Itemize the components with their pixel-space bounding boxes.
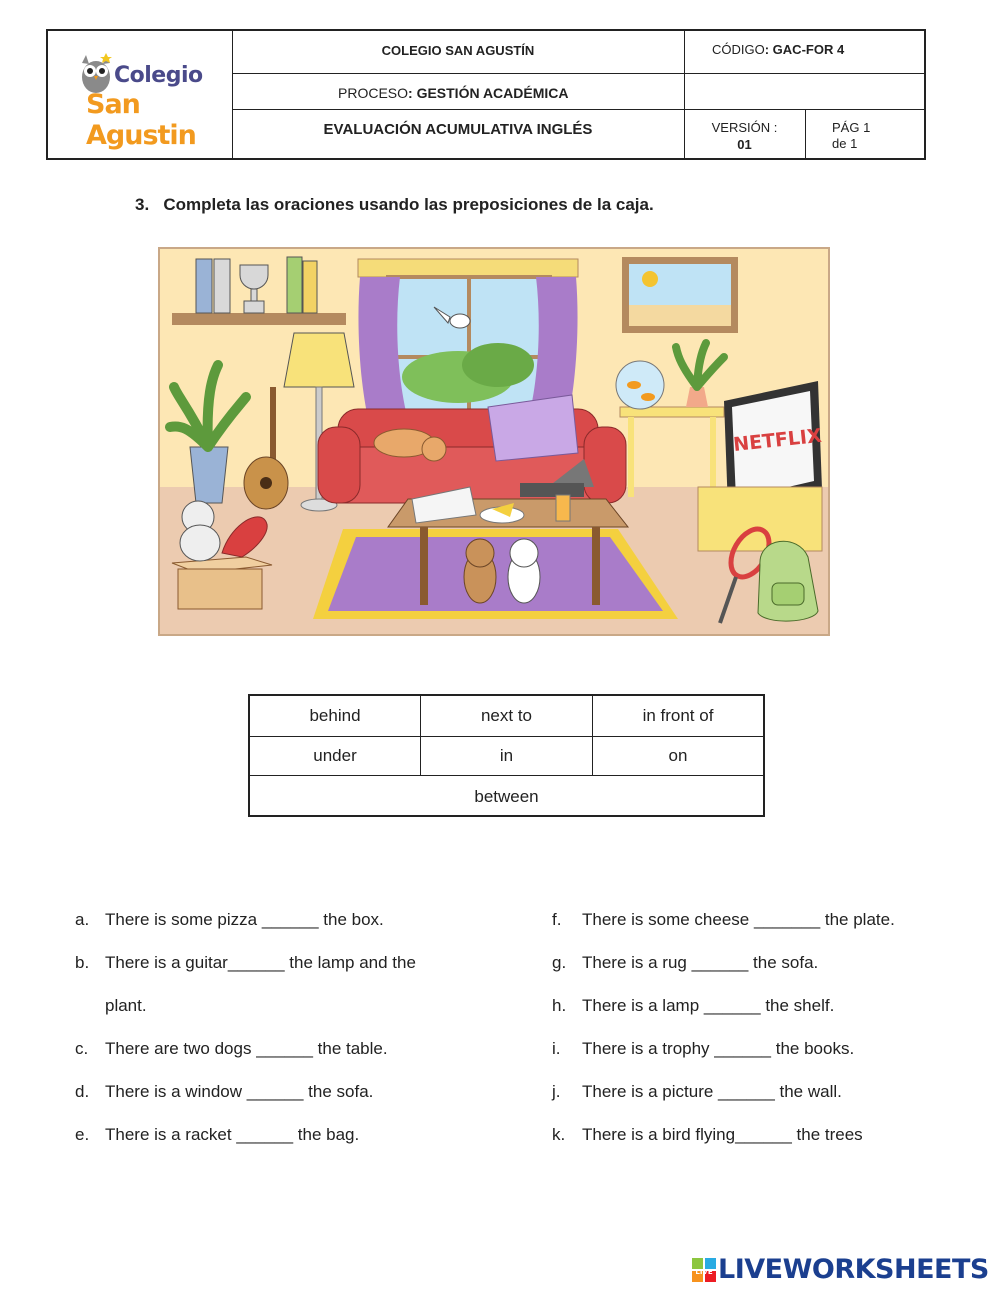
code-value: : GAC-FOR 4 [764,42,845,57]
word-in: in [499,746,514,765]
word-on: on [668,746,688,765]
version-label: VERSIÓN : [711,120,778,135]
sentence-letter: d. [75,1082,90,1101]
badge-text: LIVE [695,1268,713,1276]
divider [250,775,763,776]
page-line1: PÁG 1 [832,120,871,135]
sentence-text: There is a racket ______ the bag. [105,1125,360,1144]
school-name: COLEGIO SAN AGUSTÍN [381,43,535,58]
word-under: under [313,746,357,765]
divider [805,109,806,158]
version-value: 01 [737,137,752,152]
sentence-text: There are two dogs ______ the table. [105,1039,388,1058]
shelf [172,313,346,325]
divider [232,73,924,74]
curtain-rod [358,259,578,277]
liveworksheets-brand: LIVEWORKSHEETS [718,1254,989,1285]
sentence-text: There is a picture ______ the wall. [582,1082,842,1101]
sentence-letter: e. [75,1125,90,1144]
liveworksheets-icon [692,1258,716,1282]
word-between: between [474,787,539,806]
sun [642,271,658,287]
sentence-text: There is a trophy ______ the books. [582,1039,855,1058]
evaluation-title: EVALUACIÓN ACUMULATIVA INGLÉS [323,121,593,138]
page-line2: de 1 [832,136,858,151]
living-room-illustration [158,247,830,636]
header-table [46,29,926,160]
sentence-letter: g. [552,953,567,972]
sentence-text: plant. [105,996,147,1015]
tv-brand: NETFLIX [732,424,823,456]
sentence-letter: b. [75,953,90,972]
sentence-letter: c. [75,1039,89,1058]
book [303,261,317,313]
sentence-letter: i. [552,1039,561,1058]
sentence-text: There is some pizza ______ the box. [105,910,384,929]
logo-text-san-agustin: San Agustin [86,89,196,151]
word-in-front-of: in front of [642,706,714,725]
sentence-text: There is some cheese _______ the plate. [582,910,895,929]
school-logo [66,43,226,151]
process-field [338,85,678,101]
process-label: PROCESO [338,85,409,101]
sentence-text: There is a rug ______ the sofa. [582,953,819,972]
sentence-letter: f. [552,910,562,929]
preposition-box [248,694,765,817]
code-field [712,42,922,57]
book [196,259,212,313]
divider [232,109,924,110]
sentence-letter: a. [75,910,90,929]
sentence-text: There is a lamp ______ the shelf. [582,996,835,1015]
sentence-text: There is a guitar______ the lamp and the [105,953,416,972]
cushion [488,395,578,461]
juice-glass [556,495,570,521]
word-behind: behind [309,706,361,725]
word-next-to: next to [480,706,533,725]
book [287,257,302,313]
sentence-letter: k. [552,1125,566,1144]
book [214,259,230,313]
tv-stand [698,487,822,551]
sentence-text: There is a bird flying______ the trees [582,1125,863,1144]
divider [250,736,763,737]
code-label: CÓDIGO [712,42,765,57]
sentence-letter: h. [552,996,567,1015]
logo-text-colegio: Colegio [114,63,203,88]
plant-pot [190,447,228,503]
process-value: : GESTIÓN ACADÉMICA [408,85,569,101]
lamp-shade [284,333,354,387]
question-title: 3. Completa las oraciones usando las preposiciones de la caja. [135,195,654,214]
sentence-text: There is a window ______ the sofa. [105,1082,374,1101]
liveworksheets-logo[interactable] [692,1254,992,1284]
sentence-letter: j. [552,1082,561,1101]
